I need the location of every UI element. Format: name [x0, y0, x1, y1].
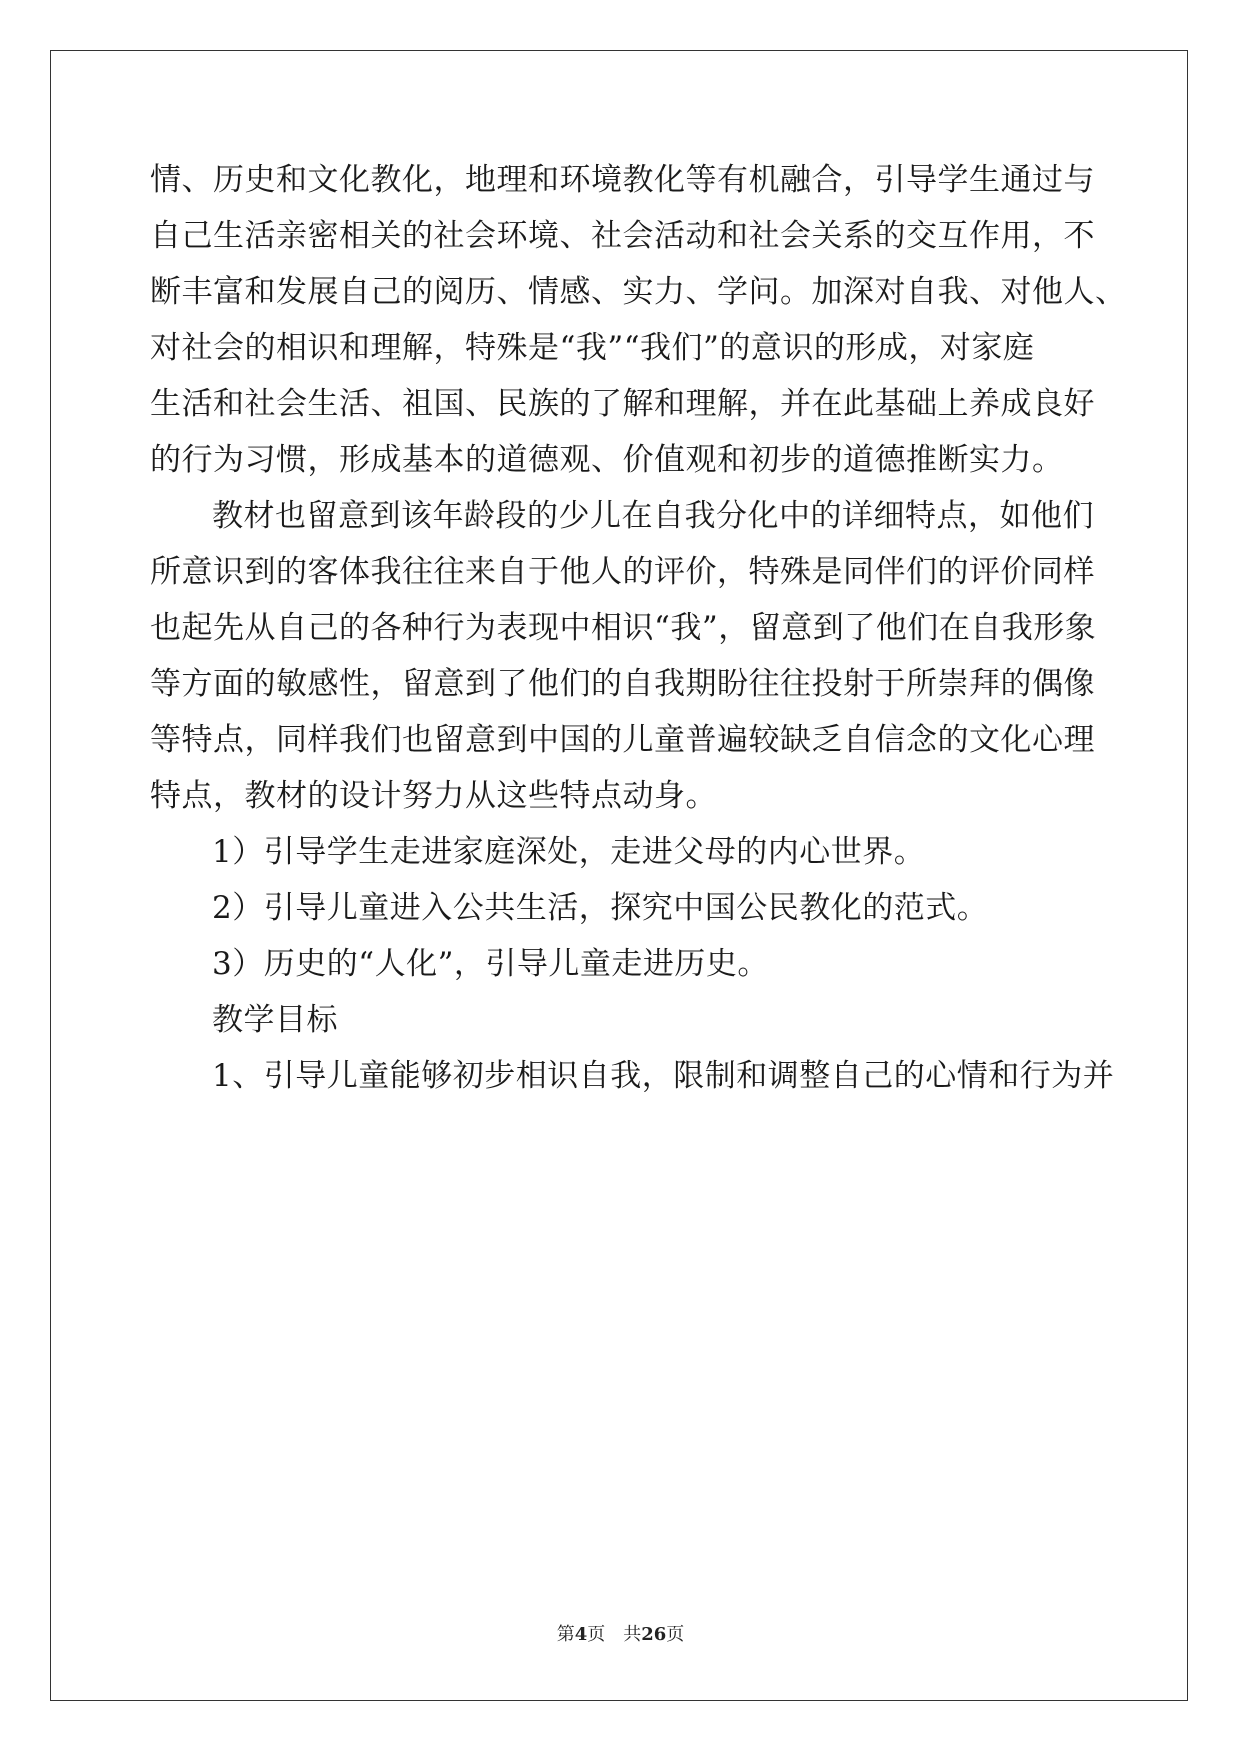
text-line-13: 1）引导学生走进家庭深处，走进父母的内心世界。	[212, 834, 926, 870]
text-line-9: 也起先从自己的各种行为表现中相识“我”，留意到了他们在自我形象	[150, 610, 1097, 646]
text-line-7: 教材也留意到该年龄段的少儿在自我分化中的详细特点，如他们	[212, 498, 1094, 534]
page-suffix: 页	[666, 1624, 685, 1645]
page-prefix: 第	[556, 1624, 575, 1645]
text-line-6: 的行为习惯，形成基本的道德观、价值观和初步的道德推断实力。	[150, 442, 1064, 478]
text-line-5: 生活和社会生活、祖国、民族的了解和理解，并在此基础上养成良好	[150, 386, 1095, 422]
text-line-8: 所意识到的客体我往往来自于他人的评价，特殊是同伴们的评价同样	[150, 554, 1095, 590]
text-line-2: 自己生活亲密相关的社会环境、社会活动和社会关系的交互作用，不	[150, 218, 1095, 254]
page-footer	[0, 1620, 1241, 1646]
text-line-14: 2）引导儿童进入公共生活，探究中国公民教化的范式。	[212, 890, 989, 926]
text-line-3: 断丰富和发展自己的阅历、情感、实力、学问。加深对自我、对他人、	[150, 274, 1127, 310]
text-line-17: 1、引导儿童能够初步相识自我，限制和调整自己的心情和行为并	[212, 1058, 1115, 1094]
text-line-11: 等特点，同样我们也留意到中国的儿童普遍较缺乏自信念的文化心理	[150, 722, 1095, 758]
text-line-4: 对社会的相识和理解，特殊是“我”“我们”的意识的形成，对家庭	[150, 330, 1035, 366]
total-page-number: 26	[641, 1624, 667, 1645]
text-line-10: 等方面的敏感性，留意到了他们的自我期盼往往投射于所崇拜的偶像	[150, 666, 1095, 702]
text-line-1: 情、历史和文化教化，地理和环境教化等有机融合，引导学生通过与	[150, 162, 1095, 198]
text-line-12: 特点，教材的设计努力从这些特点动身。	[150, 778, 717, 814]
section-heading: 教学目标	[212, 1002, 338, 1038]
page-mid: 页 共	[587, 1624, 642, 1645]
text-line-15: 3）历史的“人化”，引导儿童走进历史。	[212, 946, 769, 982]
current-page-number: 4	[574, 1624, 588, 1645]
